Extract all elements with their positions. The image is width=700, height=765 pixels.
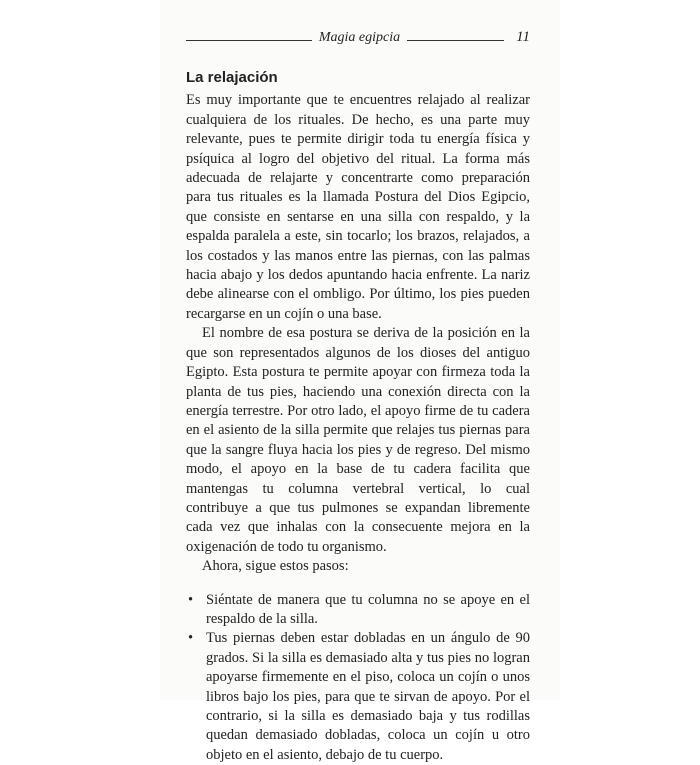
running-header xyxy=(186,28,530,52)
page-number: 11 xyxy=(516,29,530,45)
list-item xyxy=(186,591,530,630)
paragraph-1: Es muy importante que te encuentres relajado al realizar cualquiera de los rituales. De hecho, es una parte muy relevante, pues te permite dirigir toda tu energía física y psíquica al logro del objetivo del ritual. La forma más adecuada de relajarte y concentrarte como preparación para tus rituales es la llamada Postura del Dios Egipcio, que consiste en sentarse en una silla con respaldo, y la espalda paralela a este, sin tocarlo; los brazos, relajados, a los costados y las manos entre las piernas, con las palmas hacia abajo y los dedos apuntando hacia enfrente. La nariz debe alinearse con el ombligo. Por último, los pies pueden recargarse en un cojín o una base. xyxy=(186,92,530,322)
paragraph-2: El nombre de esa postura se deriva de la posición en la que son representados algunos de los dioses del antiguo Egipto. Esta postura te permite apoyar con firmeza toda la planta de tus pies, haciendo una conexión directa con la energía terrestre. Por otro lado, el apoyo firme de tu cadera en el asiento de la silla permite que relajes tus piernas para que la sangre fluya hacia los pies y de regreso. Del mismo modo, el apoyo en la base de tu cadera facilita que mantengas tu columna vertebral vertical, lo cual contribuye a que tus pulmones se expandan libremente cada vez que inhalas con la consecuente mejora en la oxigenación de todo tu organismo. xyxy=(186,325,530,555)
page-body xyxy=(186,68,530,765)
list-item-text: Siéntate de manera que tu columna no se apoye en el respaldo de la silla. xyxy=(206,591,530,627)
header-rule-right xyxy=(407,40,504,41)
list-item xyxy=(186,629,530,765)
steps-list xyxy=(186,591,530,765)
bullet-icon: • xyxy=(188,591,194,608)
running-title: Magia egipcia xyxy=(318,30,401,45)
section-heading: La relajación xyxy=(186,69,278,86)
paragraph-3: Ahora, sigue estos pasos: xyxy=(202,558,349,575)
header-rule-left xyxy=(186,40,312,41)
list-item-text: Tus piernas deben estar dobladas en un ángulo de 90 grados. Si la silla es demasiado alta y tus pies no logran apoyarse firmemente en el piso, coloca un cojín o unos libros bajo los pies, para que te sirvan de apoyo. Por el contrario, si la silla es demasiado baja y tus rodillas quedan demasiado dobladas, coloca un cojín u otro objeto en el asiento, debajo de tu cuerpo. xyxy=(206,630,530,763)
bullet-icon: • xyxy=(188,630,194,647)
